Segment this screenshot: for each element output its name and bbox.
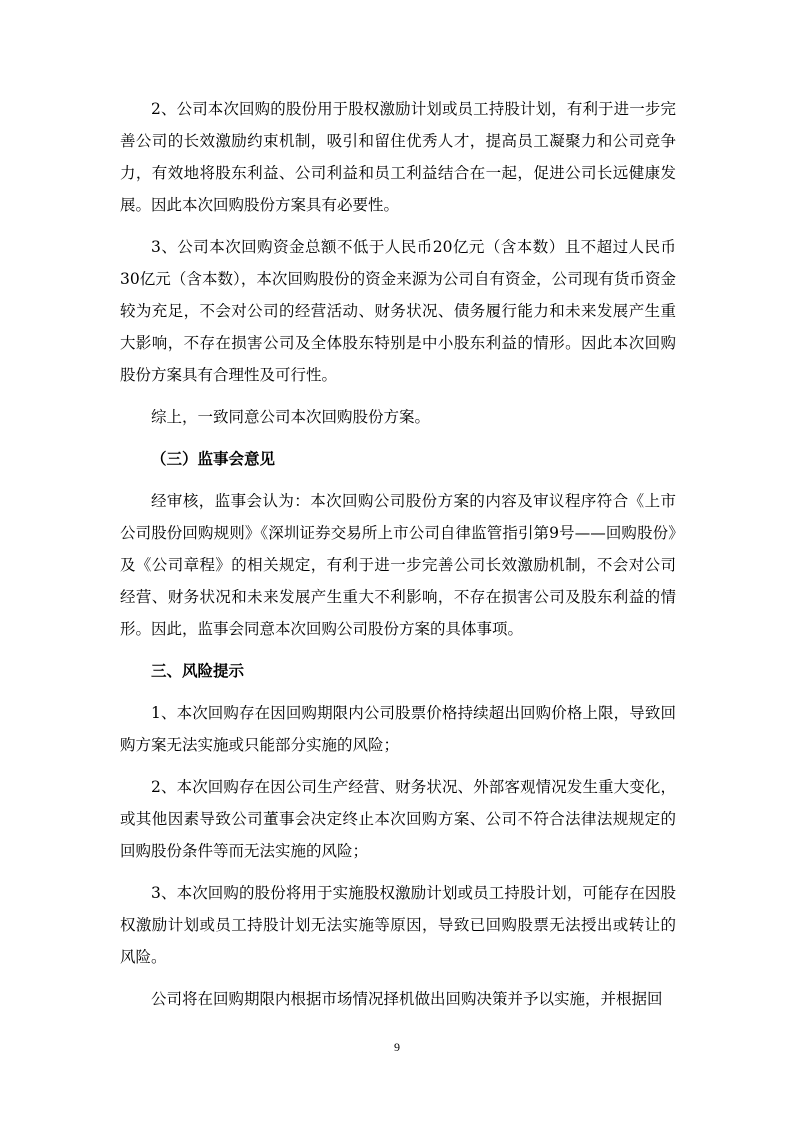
page-number: 9 bbox=[394, 1040, 400, 1054]
heading-supervisors-opinion: （三）监事会意见 bbox=[151, 450, 276, 468]
paragraph-risk-2: 2、本次回购存在因公司生产经营、财务状况、外部客观情况发生重大变化，或其他因素导致公司董事会决定终止本次回购方案、公司不符合法律法规规定的回购股份条件等而无法实施的风险； bbox=[120, 778, 676, 860]
paragraph-necessity: 2、公司本次回购的股份用于股权激励计划或员工持股计划，有利于进一步完善公司的长效激励约束机制，吸引和留住优秀人才，提高员工凝聚力和公司竞争力，有效地将股东利益、公司利益和员工利益结合在一起，促进公司长远健康发展。因此本次回购股份方案具有必要性。 bbox=[120, 100, 676, 214]
paragraph-supervisors-opinion: 经审核，监事会认为：本次回购公司股份方案的内容及审议程序符合《上市公司股份回购规则》《深圳证券交易所上市公司自律监管指引第9号——回购股份》及《公司章程》的相关规定，有利于进一步完善公司长效激励机制，不会对公司经营、财务状况和未来发展产生重大不利影响，不存在损害公司及股东利益的情形。因此，监事会同意本次回购公司股份方案的具体事项。 bbox=[120, 492, 676, 638]
heading-risk-warning: 三、风险提示 bbox=[151, 662, 245, 680]
paragraph-continuation: 公司将在回购期限内根据市场情况择机做出回购决策并予以实施，并根据回 bbox=[151, 990, 663, 1008]
paragraph-risk-3: 3、本次回购的股份将用于实施股权激励计划或员工持股计划，可能存在因股权激励计划或员工持股计划无法实施等原因，导致已回购股票无法授出或转让的风险。 bbox=[120, 884, 676, 966]
paragraph-conclusion: 综上，一致同意公司本次回购股份方案。 bbox=[151, 408, 431, 426]
paragraph-feasibility: 3、公司本次回购资金总额不低于人民币20亿元（含本数）且不超过人民币30亿元（含本数），本次回购股份的资金来源为公司自有资金，公司现有货币资金较为充足，不会对公司的经营活动、财务状况、债务履行能力和未来发展产生重大影响，不存在损害公司及全体股东特别是中小股东利益的情形。因此本次回购股份方案具有合理性及可行性。 bbox=[120, 238, 676, 384]
document-body bbox=[120, 93, 676, 1025]
paragraph-risk-1: 1、本次回购存在因回购期限内公司股票价格持续超出回购价格上限，导致回购方案无法实施或只能部分实施的风险； bbox=[120, 704, 676, 754]
